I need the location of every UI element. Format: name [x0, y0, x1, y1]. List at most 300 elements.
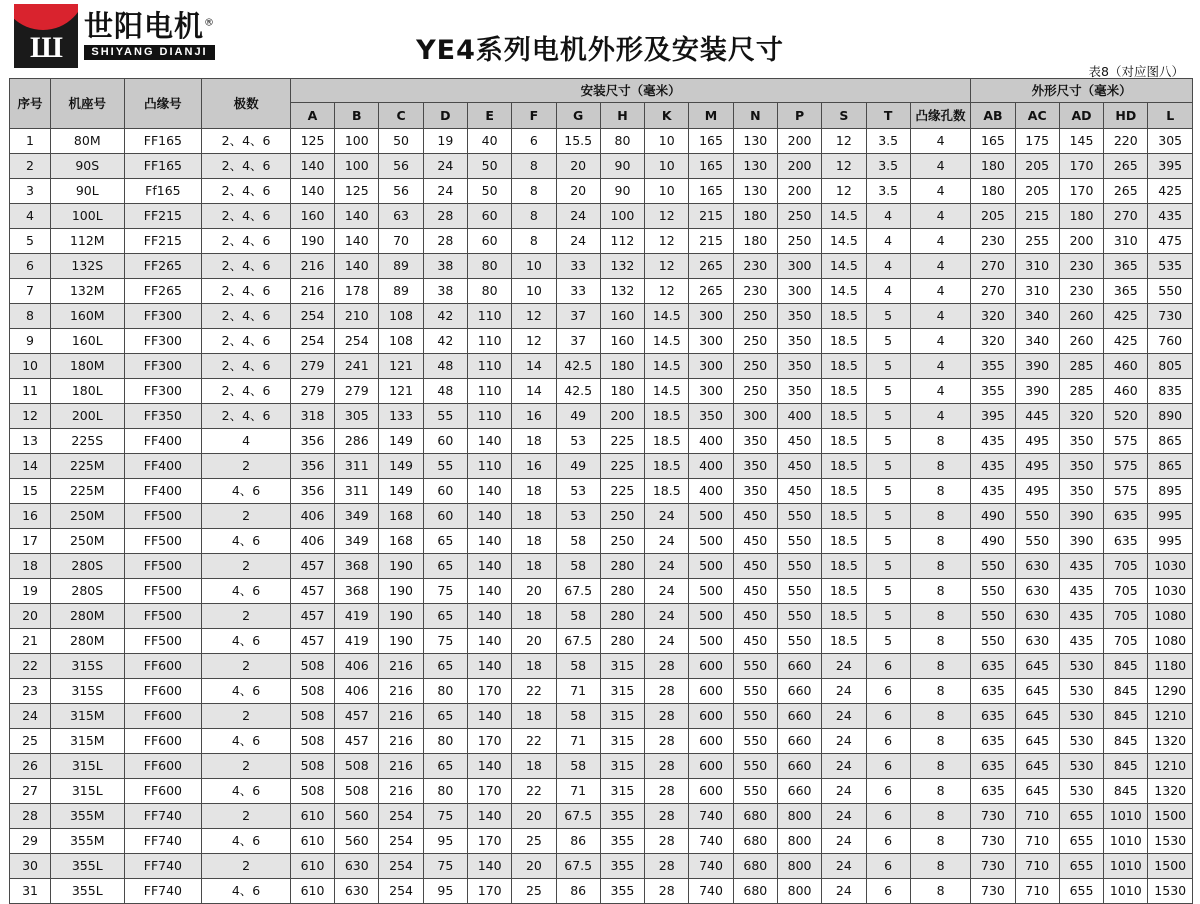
table-cell: 178 — [335, 279, 379, 304]
table-cell: FF400 — [124, 429, 202, 454]
table-cell: 435 — [971, 479, 1015, 504]
table-cell: 11 — [10, 379, 51, 404]
table-cell: 24 — [822, 779, 866, 804]
table-cell: 310 — [1104, 229, 1148, 254]
table-cell: 67.5 — [556, 579, 600, 604]
table-cell: 24 — [645, 529, 689, 554]
table-cell: 1010 — [1104, 804, 1148, 829]
table-cell: 160L — [51, 329, 124, 354]
table-cell: Ff165 — [124, 179, 202, 204]
table-cell: 225 — [600, 454, 644, 479]
table-cell: 635 — [971, 779, 1015, 804]
table-cell: 2 — [202, 554, 291, 579]
table-cell: 355 — [971, 379, 1015, 404]
table-cell: 406 — [335, 679, 379, 704]
table-cell: 170 — [467, 829, 511, 854]
table-cell: 58 — [556, 529, 600, 554]
table-cell: 390 — [1059, 504, 1103, 529]
table-cell: 14 — [512, 354, 556, 379]
table-cell: 2 — [10, 154, 51, 179]
table-cell: 86 — [556, 879, 600, 904]
header-poles: 极数 — [202, 79, 291, 129]
table-cell: 230 — [1059, 254, 1103, 279]
table-cell: 80 — [600, 129, 644, 154]
table-cell: FF740 — [124, 804, 202, 829]
table-cell: 1210 — [1148, 704, 1193, 729]
table-cell: 279 — [335, 379, 379, 404]
table-cell: 18 — [512, 529, 556, 554]
table-cell: 6 — [866, 654, 910, 679]
table-cell: 1080 — [1148, 629, 1193, 654]
table-cell: 279 — [290, 354, 334, 379]
table-cell: FF165 — [124, 154, 202, 179]
table-cell: 270 — [971, 254, 1015, 279]
table-cell: 300 — [689, 304, 733, 329]
table-cell: 260 — [1059, 329, 1103, 354]
table-cell: 495 — [1015, 479, 1059, 504]
table-cell: 71 — [556, 679, 600, 704]
table-cell: FF300 — [124, 304, 202, 329]
table-cell: 22 — [512, 679, 556, 704]
subheader-F: F — [512, 103, 556, 129]
table-cell: 4 — [866, 229, 910, 254]
table-cell: 8 — [512, 204, 556, 229]
table-cell: 4 — [910, 329, 971, 354]
table-cell: 4 — [910, 154, 971, 179]
table-cell: 406 — [290, 529, 334, 554]
table-cell: 550 — [777, 529, 821, 554]
table-cell: 710 — [1015, 804, 1059, 829]
table-cell: 216 — [379, 654, 423, 679]
table-cell: 6 — [866, 829, 910, 854]
table-cell: 450 — [733, 529, 777, 554]
table-cell: 100 — [600, 204, 644, 229]
table-cell: 530 — [1059, 704, 1103, 729]
table-cell: 4、6 — [202, 479, 291, 504]
table-cell: 300 — [689, 329, 733, 354]
table-cell: 575 — [1104, 429, 1148, 454]
table-cell: 395 — [971, 404, 1015, 429]
table-cell: 18.5 — [822, 504, 866, 529]
table-cell: 390 — [1015, 354, 1059, 379]
table-cell: 18.5 — [822, 629, 866, 654]
table-cell: 165 — [689, 154, 733, 179]
table-cell: 28 — [645, 829, 689, 854]
table-cell: 24 — [645, 554, 689, 579]
table-cell: 2、4、6 — [202, 279, 291, 304]
table-cell: 140 — [467, 754, 511, 779]
table-cell: 450 — [777, 429, 821, 454]
table-cell: 130 — [733, 154, 777, 179]
table-cell: 14.5 — [645, 304, 689, 329]
table-cell: 520 — [1104, 404, 1148, 429]
table-row — [10, 729, 1193, 754]
table-cell: 180 — [733, 204, 777, 229]
subheader-A: A — [290, 103, 334, 129]
table-cell: 225 — [600, 429, 644, 454]
table-cell: 450 — [777, 479, 821, 504]
table-cell: 645 — [1015, 679, 1059, 704]
table-cell: 10 — [512, 254, 556, 279]
table-cell: 356 — [290, 479, 334, 504]
table-cell: 216 — [379, 779, 423, 804]
table-cell: 2、4、6 — [202, 254, 291, 279]
table-cell: 8 — [512, 179, 556, 204]
table-cell: 24 — [822, 879, 866, 904]
table-cell: 75 — [423, 854, 467, 879]
table-cell: 24 — [423, 154, 467, 179]
table-cell: 400 — [689, 454, 733, 479]
table-cell: 2 — [202, 804, 291, 829]
table-cell: 42.5 — [556, 379, 600, 404]
table-cell: 660 — [777, 754, 821, 779]
table-cell: FF500 — [124, 554, 202, 579]
table-cell: 6 — [866, 754, 910, 779]
table-cell: 890 — [1148, 404, 1193, 429]
table-cell: 8 — [910, 879, 971, 904]
table-cell: 655 — [1059, 854, 1103, 879]
table-cell: 6 — [10, 254, 51, 279]
table-cell: 53 — [556, 479, 600, 504]
table-cell: 95 — [423, 829, 467, 854]
table-row — [10, 254, 1193, 279]
table-cell: 125 — [290, 129, 334, 154]
table-cell: 300 — [689, 354, 733, 379]
table-cell: 311 — [335, 479, 379, 504]
table-cell: 16 — [512, 404, 556, 429]
table-cell: 170 — [1059, 179, 1103, 204]
table-cell: 3.5 — [866, 154, 910, 179]
table-cell: 24 — [822, 704, 866, 729]
table-cell: 7 — [10, 279, 51, 304]
table-cell: 108 — [379, 329, 423, 354]
table-cell: 315S — [51, 654, 124, 679]
table-cell: 71 — [556, 779, 600, 804]
table-cell: 5 — [866, 579, 910, 604]
table-row — [10, 704, 1193, 729]
table-cell: 140 — [467, 479, 511, 504]
table-cell: 37 — [556, 329, 600, 354]
table-cell: 550 — [1148, 279, 1193, 304]
table-cell: 630 — [1015, 579, 1059, 604]
subheader-E: E — [467, 103, 511, 129]
table-cell: FF265 — [124, 279, 202, 304]
table-cell: 205 — [1015, 179, 1059, 204]
table-cell: 280M — [51, 604, 124, 629]
table-cell: FF400 — [124, 479, 202, 504]
table-cell: 1530 — [1148, 829, 1193, 854]
table-cell: 18.5 — [645, 429, 689, 454]
table-cell: 28 — [645, 854, 689, 879]
subheader-HD: HD — [1104, 103, 1148, 129]
table-cell: 610 — [290, 854, 334, 879]
table-cell: 500 — [689, 554, 733, 579]
table-cell: 18.5 — [645, 454, 689, 479]
table-cell: FF600 — [124, 729, 202, 754]
table-row — [10, 279, 1193, 304]
table-cell: 27 — [10, 779, 51, 804]
table-cell: 356 — [290, 454, 334, 479]
table-cell: 24 — [556, 229, 600, 254]
table-cell: 216 — [379, 754, 423, 779]
table-cell: 1500 — [1148, 804, 1193, 829]
table-cell: 50 — [467, 154, 511, 179]
table-cell: 490 — [971, 529, 1015, 554]
table-cell: 2 — [202, 504, 291, 529]
table-cell: 1 — [10, 129, 51, 154]
table-cell: 490 — [971, 504, 1015, 529]
brand-name-cn-text: 世阳电机 — [84, 9, 205, 43]
table-cell: FF740 — [124, 854, 202, 879]
table-cell: 5 — [10, 229, 51, 254]
table-cell: 140 — [467, 529, 511, 554]
table-cell: 457 — [290, 579, 334, 604]
table-cell: 2 — [202, 654, 291, 679]
table-cell: 8 — [910, 504, 971, 529]
table-row — [10, 204, 1193, 229]
table-cell: 280S — [51, 579, 124, 604]
table-cell: 435 — [1059, 629, 1103, 654]
table-cell: 6 — [512, 129, 556, 154]
table-cell: 1030 — [1148, 579, 1193, 604]
table-cell: 110 — [467, 304, 511, 329]
table-cell: 18 — [512, 704, 556, 729]
table-cell: 110 — [467, 404, 511, 429]
table-cell: 67.5 — [556, 854, 600, 879]
table-cell: 14.5 — [645, 379, 689, 404]
logo-letter: Ш — [30, 31, 62, 64]
subheader-AD: AD — [1059, 103, 1103, 129]
table-cell: 18.5 — [822, 454, 866, 479]
subheader-T: T — [866, 103, 910, 129]
table-cell: 550 — [777, 554, 821, 579]
table-cell: 8 — [910, 729, 971, 754]
table-cell: 53 — [556, 504, 600, 529]
table-cell: 67.5 — [556, 804, 600, 829]
table-cell: 4 — [10, 204, 51, 229]
table-cell: 645 — [1015, 729, 1059, 754]
table-cell: 60 — [423, 429, 467, 454]
table-cell: 140 — [467, 554, 511, 579]
table-cell: 24 — [645, 629, 689, 654]
table-cell: 200 — [777, 154, 821, 179]
table-cell: 8 — [10, 304, 51, 329]
table-cell: 645 — [1015, 704, 1059, 729]
table-cell: 254 — [290, 304, 334, 329]
table-cell: 250 — [777, 229, 821, 254]
table-cell: 4 — [910, 354, 971, 379]
table-cell: 30 — [10, 854, 51, 879]
table-row — [10, 804, 1193, 829]
table-cell: 500 — [689, 629, 733, 654]
table-cell: 48 — [423, 379, 467, 404]
table-cell: 89 — [379, 254, 423, 279]
table-cell: 112M — [51, 229, 124, 254]
table-cell: 5 — [866, 529, 910, 554]
table-cell: 160 — [290, 204, 334, 229]
table-cell: 500 — [689, 604, 733, 629]
table-cell: FF600 — [124, 679, 202, 704]
table-cell: 550 — [971, 629, 1015, 654]
table-cell: 305 — [1148, 129, 1193, 154]
table-cell: 2、4、6 — [202, 404, 291, 429]
table-cell: 279 — [290, 379, 334, 404]
table-cell: 165 — [689, 179, 733, 204]
table-cell: 2、4、6 — [202, 304, 291, 329]
table-cell: 575 — [1104, 454, 1148, 479]
table-cell: 705 — [1104, 604, 1148, 629]
table-cell: 180 — [1059, 204, 1103, 229]
table-cell: 6 — [866, 729, 910, 754]
table-cell: 435 — [971, 429, 1015, 454]
table-cell: 270 — [971, 279, 1015, 304]
table-cell: 110 — [467, 329, 511, 354]
table-cell: 450 — [733, 604, 777, 629]
table-cell: 315S — [51, 679, 124, 704]
table-cell: 31 — [10, 879, 51, 904]
table-cell: 24 — [645, 604, 689, 629]
table-cell: 865 — [1148, 454, 1193, 479]
table-cell: 680 — [733, 879, 777, 904]
table-cell: 33 — [556, 254, 600, 279]
table-cell: 600 — [689, 704, 733, 729]
table-row — [10, 579, 1193, 604]
table-cell: 140 — [467, 429, 511, 454]
table-cell: 1180 — [1148, 654, 1193, 679]
table-cell: 265 — [1104, 179, 1148, 204]
table-cell: 28 — [645, 804, 689, 829]
table-cell: 3.5 — [866, 129, 910, 154]
table-cell: 12 — [512, 329, 556, 354]
table-cell: 800 — [777, 829, 821, 854]
table-row — [10, 604, 1193, 629]
table-cell: 355M — [51, 829, 124, 854]
table-cell: 1010 — [1104, 854, 1148, 879]
table-cell: 86 — [556, 829, 600, 854]
table-cell: 254 — [379, 854, 423, 879]
table-cell: 225M — [51, 454, 124, 479]
table-cell: 610 — [290, 829, 334, 854]
table-cell: 260 — [1059, 304, 1103, 329]
table-cell: 349 — [335, 504, 379, 529]
table-row — [10, 329, 1193, 354]
table-cell: 270 — [1104, 204, 1148, 229]
table-cell: 2、4、6 — [202, 354, 291, 379]
table-cell: 4、6 — [202, 679, 291, 704]
table-cell: 8 — [910, 654, 971, 679]
table-cell: 508 — [335, 754, 379, 779]
table-cell: 630 — [1015, 554, 1059, 579]
table-cell: 18 — [512, 479, 556, 504]
table-cell: 140 — [467, 804, 511, 829]
table-cell: 350 — [777, 379, 821, 404]
table-cell: 24 — [822, 804, 866, 829]
table-cell: 365 — [1104, 254, 1148, 279]
table-cell: 18.5 — [822, 429, 866, 454]
table-cell: 70 — [379, 229, 423, 254]
table-cell: 58 — [556, 604, 600, 629]
table-cell: 100 — [335, 129, 379, 154]
subheader-B: B — [335, 103, 379, 129]
logo-arc-shape — [14, 4, 78, 30]
table-row — [10, 504, 1193, 529]
table-cell: 65 — [423, 604, 467, 629]
table-cell: 180 — [971, 179, 1015, 204]
table-cell: 58 — [556, 654, 600, 679]
table-cell: 12 — [822, 179, 866, 204]
table-cell: 25 — [10, 729, 51, 754]
table-cell: 170 — [467, 879, 511, 904]
table-row — [10, 479, 1193, 504]
table-row — [10, 179, 1193, 204]
table-cell: 28 — [645, 879, 689, 904]
table-cell: 80 — [467, 279, 511, 304]
table-cell: 130 — [733, 129, 777, 154]
table-cell: 390 — [1015, 379, 1059, 404]
table-cell: 18 — [512, 504, 556, 529]
table-cell: 680 — [733, 829, 777, 854]
table-cell: 355 — [971, 354, 1015, 379]
table-cell: 190 — [290, 229, 334, 254]
table-cell: 400 — [689, 479, 733, 504]
table-cell: 130 — [733, 179, 777, 204]
table-cell: 190 — [379, 629, 423, 654]
table-cell: 18.5 — [822, 379, 866, 404]
table-cell: 4、6 — [202, 579, 291, 604]
table-cell: FF600 — [124, 704, 202, 729]
table-row — [10, 229, 1193, 254]
table-cell: 100L — [51, 204, 124, 229]
table-cell: 3 — [10, 179, 51, 204]
table-cell: 350 — [777, 329, 821, 354]
table-row — [10, 554, 1193, 579]
table-cell: 8 — [910, 804, 971, 829]
table-row — [10, 129, 1193, 154]
table-cell: 530 — [1059, 729, 1103, 754]
table-cell: 500 — [689, 529, 733, 554]
table-cell: 170 — [467, 729, 511, 754]
table-cell: 835 — [1148, 379, 1193, 404]
table-cell: 450 — [733, 504, 777, 529]
table-cell: 280S — [51, 554, 124, 579]
table-cell: 18 — [512, 604, 556, 629]
table-cell: 63 — [379, 204, 423, 229]
table-cell: 250 — [733, 304, 777, 329]
table-cell: 18.5 — [822, 354, 866, 379]
table-cell: 355 — [600, 854, 644, 879]
table-cell: 145 — [1059, 129, 1103, 154]
table-cell: 355 — [600, 829, 644, 854]
table-cell: FF215 — [124, 229, 202, 254]
table-cell: 315 — [600, 754, 644, 779]
table-row — [10, 679, 1193, 704]
table-cell: 419 — [335, 629, 379, 654]
table-cell: 280 — [600, 579, 644, 604]
table-cell: 8 — [910, 554, 971, 579]
table-cell: 4 — [910, 129, 971, 154]
table-cell: 495 — [1015, 429, 1059, 454]
table-cell: 350 — [733, 429, 777, 454]
table-cell: 14 — [10, 454, 51, 479]
table-cell: 805 — [1148, 354, 1193, 379]
table-cell: 75 — [423, 804, 467, 829]
table-cell: 600 — [689, 729, 733, 754]
table-cell: FF165 — [124, 129, 202, 154]
table-cell: 350 — [1059, 429, 1103, 454]
table-cell: 22 — [512, 729, 556, 754]
table-cell: 730 — [971, 879, 1015, 904]
table-cell: 16 — [10, 504, 51, 529]
